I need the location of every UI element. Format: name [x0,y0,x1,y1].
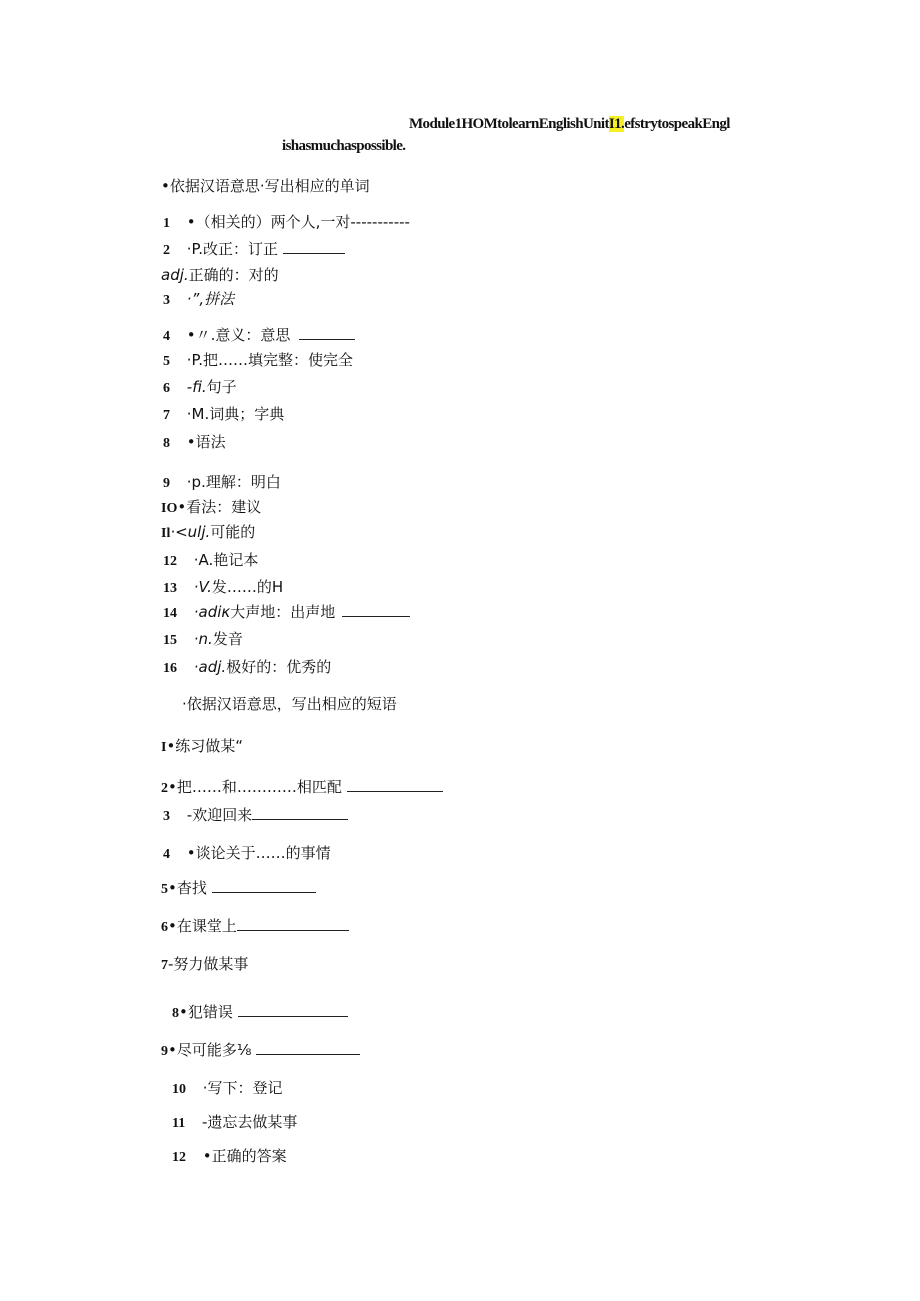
item-text: •把……和…………相匹配 [168,778,342,796]
item-text: •尽可能多⅛ [168,1041,252,1059]
word-item-14 [163,603,410,623]
phrase-item-10 [172,1079,283,1099]
item-number: 11 [172,1116,186,1131]
title-part-a: Module1HOMtolearnEnglishUnit [409,116,609,132]
item-number: 3 [163,293,170,308]
word-item-15 [163,630,243,650]
item-text: •〃.意义：意思 [186,326,291,344]
item-number: 4 [163,847,170,862]
phrase-item-2 [161,778,443,798]
item-text: 句子 [206,378,237,396]
item-text: •杳找 [168,879,207,897]
item-text: -努力做某事 [168,955,249,973]
item-number: 5 [163,354,170,369]
item-number: 7 [161,958,168,973]
answer-blank[interactable] [252,807,348,820]
item-number: 1 [163,216,170,231]
answer-blank[interactable] [256,1042,360,1055]
answer-blank[interactable] [212,880,316,893]
word-item-2b [161,266,279,284]
word-item-4 [163,326,355,346]
item-text: •在课堂上 [168,917,237,935]
phrase-item-8 [172,1003,348,1023]
item-text: •语法 [186,433,226,451]
answer-blank[interactable] [347,779,443,792]
item-text: •（相关的）两个人,一对----------- [186,213,410,231]
item-text: ·A.艳记本 [193,551,259,569]
answer-blank[interactable] [283,241,345,254]
item-number: 4 [163,329,170,344]
item-text: •正确的答案 [202,1147,287,1165]
title-highlight: I1. [608,116,625,132]
item-text: 极好的：优秀的 [226,658,332,676]
item-number: 7 [163,408,170,423]
item-number: 8 [172,1006,179,1021]
item-number: 3 [163,809,170,824]
phrase-item-7 [161,955,248,975]
phrase-item-11 [172,1113,297,1133]
item-text: ·P.把……填完整：使完全 [186,351,354,369]
word-item-10 [161,498,261,518]
item-number: 2 [163,243,170,258]
item-prefix: -fi. [186,378,207,396]
item-text: •犯错误 [179,1003,233,1021]
phrase-item-9 [161,1041,360,1061]
item-number: 16 [163,661,177,676]
word-item-8 [163,433,226,453]
item-prefix: ·V. [193,578,212,596]
item-number: 9 [163,476,170,491]
word-item-13 [163,578,283,598]
section1-heading: •依据汉语意思·写出相应的单词 [161,177,370,195]
item-number: 13 [163,581,177,596]
item-number: 2 [161,781,168,796]
phrase-item-5 [161,879,316,899]
item-prefix: adj. [161,266,189,284]
phrase-item-6 [161,917,349,937]
item-prefix: ·<ulj. [170,523,211,541]
phrase-item-12 [172,1147,287,1167]
phrase-item-4 [163,844,331,864]
item-number: 14 [163,606,177,621]
phrase-item-1 [161,737,243,757]
item-text: •练习做某“ [166,737,244,755]
page-title-line2: ishasmuchaspossible. [282,138,406,154]
item-text: -遗忘去做某事 [202,1113,298,1131]
item-number: 15 [163,633,177,648]
page-title [409,115,730,133]
item-number: 12 [163,554,177,569]
item-prefix: ·n. [193,630,213,648]
word-item-7 [163,405,284,425]
item-text: ·p.理解：明白 [186,473,281,491]
title-part-b: efstrytospeakEngl [624,116,730,132]
item-number: I [161,740,167,755]
item-text: 可能的 [210,523,256,541]
word-item-2 [163,240,345,260]
item-text: ·”,拼法 [186,290,235,308]
item-text: •谈论关于……的事情 [186,844,331,862]
section2-heading: ·依据汉语意思，写出相应的短语 [182,695,397,713]
item-text: 发……的H [211,578,284,596]
answer-blank[interactable] [237,918,349,931]
item-number: 6 [161,920,168,935]
item-text: 正确的：对的 [188,266,279,284]
item-text: •看法：建议 [177,498,262,516]
word-item-3 [163,290,234,310]
item-text: -欢迎回来 [186,806,253,824]
answer-blank[interactable] [342,604,410,617]
item-text: ·P.改正：订正 [186,240,279,258]
item-text: 大声地：出声地 [230,603,336,621]
word-item-9 [163,473,281,493]
word-item-6 [163,378,237,398]
answer-blank[interactable] [299,327,355,340]
item-number: 8 [163,436,170,451]
item-prefix: ·adiκ [193,603,231,621]
item-text: ·写下：登记 [202,1079,283,1097]
word-item-16 [163,658,331,678]
item-text: ·M.词典；字典 [186,405,285,423]
item-number: 12 [172,1150,186,1165]
item-text: 发音 [212,630,243,648]
word-item-1 [163,213,410,233]
item-number: Il [161,526,171,541]
word-item-12 [163,551,258,571]
item-number: 9 [161,1044,168,1059]
item-number: IO [161,501,178,516]
item-number: 10 [172,1082,186,1097]
phrase-item-3 [163,806,348,826]
item-number: 6 [163,381,170,396]
word-item-11 [161,523,255,543]
answer-blank[interactable] [238,1004,348,1017]
word-item-5 [163,351,353,371]
item-number: 5 [161,882,168,897]
item-prefix: ·adj. [193,658,227,676]
